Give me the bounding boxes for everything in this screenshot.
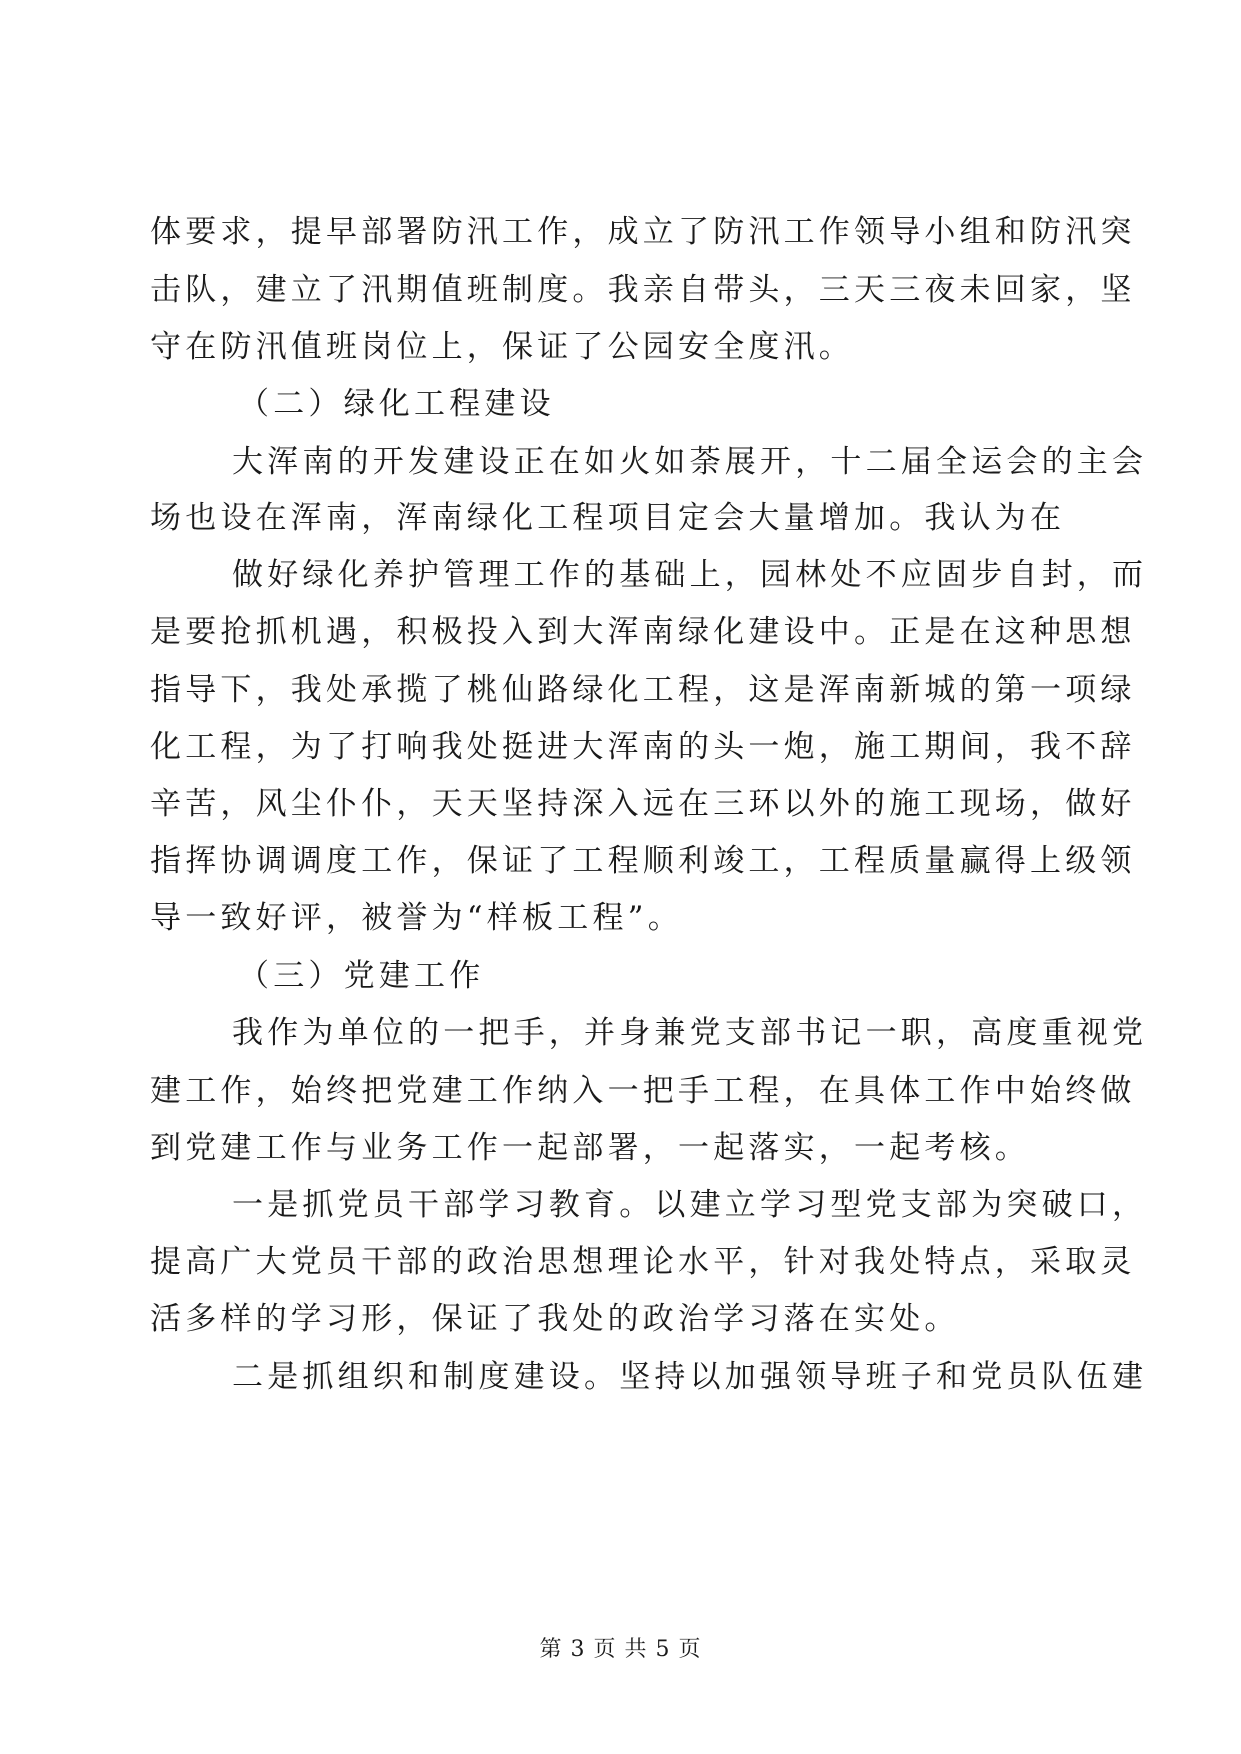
body-line: 化工程，为了打响我处挺进大浑南的头一炮，施工期间，我不辞 xyxy=(150,729,1136,765)
body-line: 辛苦，风尘仆仆，天天坚持深入远在三环以外的施工现场，做好 xyxy=(150,786,1136,822)
body-line: 到党建工作与业务工作一起部署，一起落实，一起考核。 xyxy=(150,1130,1030,1166)
body-line: 体要求，提早部署防汛工作，成立了防汛工作领导小组和防汛突 xyxy=(150,214,1136,250)
page-number-footer: 第 3 页 共 5 页 xyxy=(539,1637,702,1662)
body-line: 导一致好评，被誉为“样板工程”。 xyxy=(150,900,683,936)
body-line: 建工作，始终把党建工作纳入一把手工程，在具体工作中始终做 xyxy=(150,1073,1136,1109)
body-line: 指导下，我处承揽了桃仙路绿化工程，这是浑南新城的第一项绿 xyxy=(150,672,1136,708)
body-line: 大浑南的开发建设正在如火如荼展开，十二届全运会的主会 xyxy=(232,444,1148,480)
body-line: 击队，建立了汛期值班制度。我亲自带头，三天三夜未回家，坚 xyxy=(150,272,1136,308)
body-line: 守在防汛值班岗位上，保证了公园安全度汛。 xyxy=(150,329,854,365)
section-heading: （二）绿化工程建设 xyxy=(238,386,555,422)
section-heading: （三）党建工作 xyxy=(238,958,485,994)
body-line: 二是抓组织和制度建设。坚持以加强领导班子和党员队伍建 xyxy=(232,1359,1148,1395)
body-line: 是要抢抓机遇，积极投入到大浑南绿化建设中。正是在这种思想 xyxy=(150,614,1136,650)
body-line: 活多样的学习形，保证了我处的政治学习落在实处。 xyxy=(150,1301,960,1337)
body-line: 场也设在浑南，浑南绿化工程项目定会大量增加。我认为在 xyxy=(150,500,1066,536)
body-line: 一是抓党员干部学习教育。以建立学习型党支部为突破口， xyxy=(232,1187,1148,1223)
body-line: 提高广大党员干部的政治思想理论水平，针对我处特点，采取灵 xyxy=(150,1244,1136,1280)
body-line: 做好绿化养护管理工作的基础上，园林处不应固步自封，而 xyxy=(232,557,1148,593)
body-line: 指挥协调调度工作，保证了工程顺利竣工，工程质量赢得上级领 xyxy=(150,843,1136,879)
body-line: 我作为单位的一把手，并身兼党支部书记一职，高度重视党 xyxy=(232,1015,1148,1051)
